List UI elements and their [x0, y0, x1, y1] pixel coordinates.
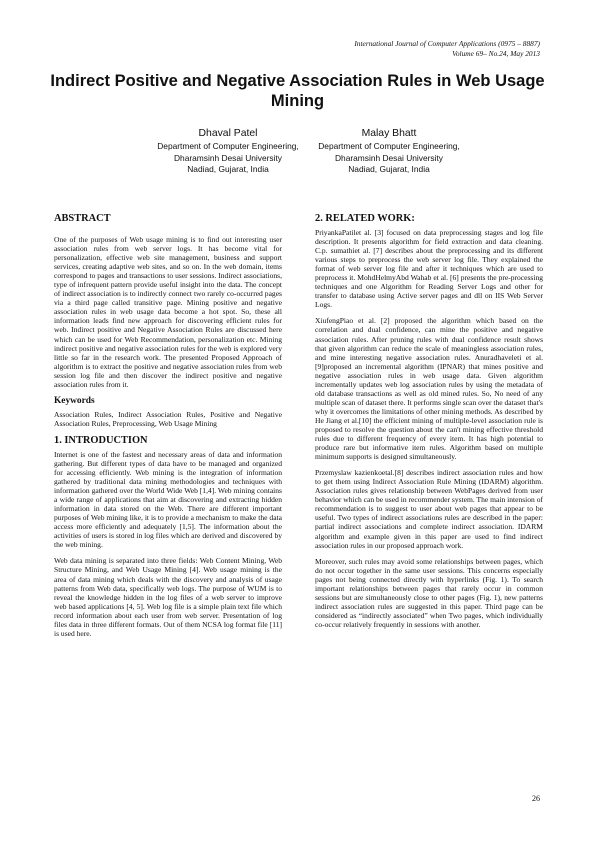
abstract-heading: ABSTRACT — [54, 213, 111, 224]
related-work-paragraph-3: Przemyslaw kazienkoetal.[8] describes indirect association rules and how to get them using Indirect Association Rule Mining (IDARM) algorithm. Association rules gives relationship between WebPages derived from user behavior which can be used in recommender system. The main intension of recommendation is to suggest to user about web pages that appear to be useful. Two types of indirect associations rules are described in the paper: partial indirect associations and complete indirect association. IDARM algorithm and example given in this paper are used to find indirect association rules in our proposed approach work. — [315, 468, 543, 550]
related-work-paragraph-1: PriyankaPatilet al. [3] focused on data preprocessing stages and log file description. It presents algorithm for field extraction and data cleaning. C.p. sumathiet al. [7] describes about the preprocessing and its different various steps to preprocess the web server log file. They explained the format of web server log file and after it techniques which are used to preprocess it. MohdHelmyAbd Wahab et al. [6] presents the pre-processing techniques and one Algorithm for Reading Server Logs and other for transfer to database using Active server pages and dll on IIS Web Server Logs. — [315, 228, 543, 310]
right-column — [315, 213, 543, 636]
author-name: Malay Bhatt — [361, 128, 417, 139]
journal-name: International Journal of Computer Applications (0975 – 8887) — [354, 39, 540, 48]
keywords-text: Association Rules, Indirect Association Rules, Positive and Negative Association Rules, Preprocessing, Web Usage Mining — [54, 409, 282, 428]
journal-volume: Volume 69– No.24, May 2013 — [452, 49, 540, 58]
keywords-heading: Keywords — [54, 395, 95, 406]
author-name: Dhaval Patel — [198, 128, 258, 139]
abstract-text: One of the purposes of Web usage mining is to find out interesting user association rules from web server logs. It has become vital for personalization, effective web site management, business and support services, creating adaptive web sites, and so on. In the web domain, items correspond to pages and transactions to user sessions. Indirect associations, type of infrequent pattern provide useful insight into the data. The concept of indirect association is to indirectly connect two rarely co-occurred pages via a third page called transitive page. Mining positive and negative association rules in web usage data become a hot spot. So, these all information leads find new approach for discovering efficient rules for web. Indirect positive and Negative Association Rules are discussed here which can be used for Web Recommendation, personalization etc. Mining indirect positive and negative association rules for the web is explored very little so far in the research work. The presented Proposed Approach of algorithm is to extract the positive and negative association rules from web session log file and then discover the indirect positive and negative association rules from it. — [54, 235, 282, 389]
page-number: 26 — [532, 794, 540, 803]
related-work-heading: 2. RELATED WORK: — [315, 213, 415, 224]
author-location: Nadiad, Gujarat, India — [187, 164, 269, 174]
introduction-paragraph-2: Web data mining is separated into three fields: Web Content Mining, Web Structure Mining, and Web Usage Mining [4]. Web usage mining is the area of data mining which deals with the discovery and analysis of usage patterns from Web data, specifically web logs. The purpose of WUM is to reveal the knowledge hidden in the log files of a web server to improve web based applications [4, 5]. Web log file is a simple plain text file which record information about each user from web server. Presentation of log files data in three different formats. Out of them NCSA log format file [11] is used here. — [54, 556, 282, 638]
author-university: Dharamsinh Desai University — [174, 152, 282, 163]
author-department: Department of Computer Engineering, — [318, 141, 460, 151]
author-department: Department of Computer Engineering, — [157, 141, 299, 151]
introduction-paragraph-1: Internet is one of the fastest and necessary areas of data and information gathering. But different types of data have to be managed and organized for accessing efficiently. Web mining is the integration of information gathered by traditional data mining methodologies and techniques with information gathered over the World Wide Web [1,4]. Web mining contains a wide range of applications that aim at discovering and extracting hidden information in data stored on the Web. There are different important purposes of Web mining like, it is to provide a mechanism to make the data access more efficiently and adequately [1,5]. The information about the activities of users is stored in log files which are derived and discovered by the web mining. — [54, 449, 282, 550]
author-block-2 — [284, 127, 494, 176]
related-work-paragraph-2: XiufengPiao et al. [2] proposed the algorithm which based on the correlation and dual confidence, can mine the positive and negative association rules. After pruning rules with dual confidence result shows that given algorithm can reduce the scale of meaningless association rules, and mine interesting negative association rules. Anuradhaveleti et al.[9]proposed an incremental algorithm (IPNAR) that mines positive and negative association rules in web usage data. Given algorithm incrementally updates web log association rules by using the metadata of old database transactions as well as old mined rules. So, No need of any multiple scan of dataset there. It performs single scan over the dataset that's why it overcomes the limitations of other mining methods. As described by He Jiang et al.[10] the efficient mining of multiple-level association rule is proposed to resolve the question about the can't mining effective threshold rules due to different frequency of every item. It has high potential to produce rare but informative item rules. Algorithm based on multiple minimum supports is designed simultaneously. — [315, 316, 543, 462]
related-work-paragraph-4: Moreover, such rules may avoid some relationships between pages, which do not occur together in the same user sessions. This concerns especially pages not being connected directly with hyperlinks (Fig. 1). To search important relationships between pages that rarely occur in common sessions but are simultaneously close to other pages (Fig. 1), new patterns indirect association rules are suggested in this paper. Third page can be considered as “indirectly associated” when Two pages, which individually co-occur relatively frequently in sessions with another. — [315, 556, 543, 629]
journal-header — [354, 39, 540, 59]
paper-title: Indirect Positive and Negative Association Rules in Web Usage Mining — [50, 72, 545, 110]
left-column — [54, 213, 282, 645]
author-location: Nadiad, Gujarat, India — [348, 164, 430, 174]
author-university: Dharamsinh Desai University — [335, 152, 443, 163]
introduction-heading: 1. INTRODUCTION — [54, 434, 148, 446]
